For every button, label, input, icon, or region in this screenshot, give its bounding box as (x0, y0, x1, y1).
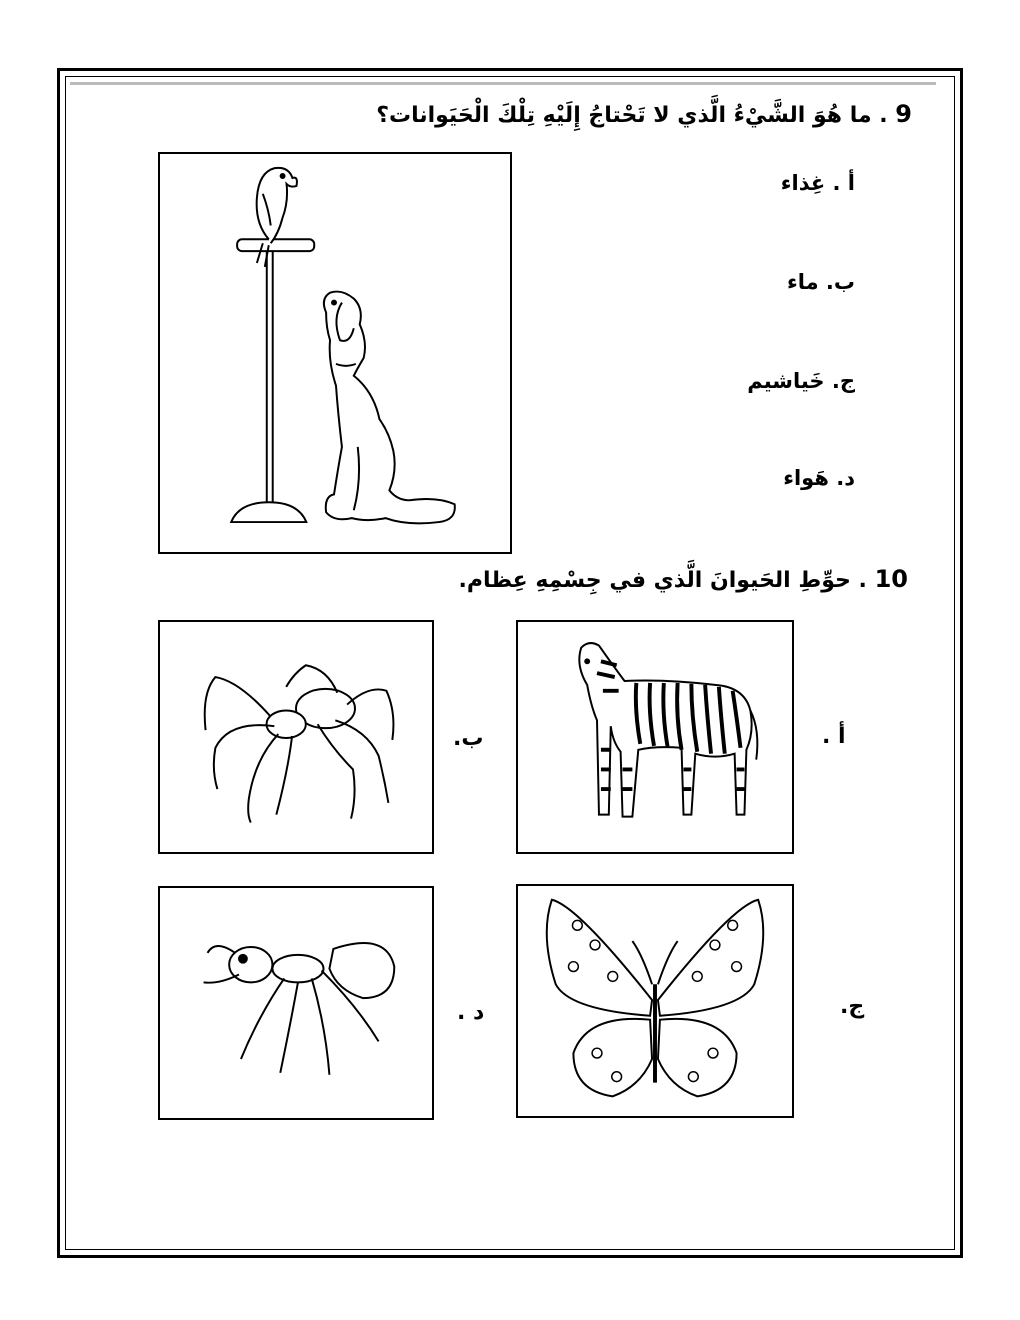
parrot-dog-drawing (160, 154, 510, 552)
zebra-drawing (518, 622, 792, 852)
q10-label-a: أ . (822, 724, 846, 749)
q9-option-b[interactable]: ب. ماء (786, 270, 855, 294)
spider-drawing (160, 622, 432, 852)
question-9: 9 . ما هُوَ الشَّيْءُ الَّذي لا تَحْتاجُ إِلَيْهِ تِلْكَ الْحَيَوانات؟ (376, 100, 912, 128)
q10-label-c: ج. (840, 994, 865, 1019)
butterfly-picture[interactable] (516, 884, 794, 1118)
ant-picture[interactable] (158, 886, 434, 1120)
q9-option-c[interactable]: ج. خَياشيم (747, 369, 855, 393)
top-divider (70, 82, 936, 85)
q10-label-d: د . (457, 1000, 485, 1025)
spider-picture[interactable] (158, 620, 434, 854)
question-10-number: 10 (874, 565, 908, 593)
question-9-number: 9 (895, 100, 912, 128)
question-10-text: حوِّطِ الحَيوانَ الَّذي في جِسْمِهِ عِظام. (458, 568, 851, 593)
question-10: 10 . حوِّطِ الحَيوانَ الَّذي في جِسْمِهِ عِظام. (458, 565, 908, 593)
question-9-text: ما هُوَ الشَّيْءُ الَّذي لا تَحْتاجُ إِلَيْهِ تِلْكَ الْحَيَوانات؟ (376, 103, 872, 128)
parrot-dog-illustration (158, 152, 512, 554)
butterfly-drawing (518, 886, 792, 1116)
q9-option-a[interactable]: أ . غِذاء (780, 171, 855, 195)
zebra-picture[interactable] (516, 620, 794, 854)
q10-label-b: ب. (453, 726, 484, 751)
ant-drawing (160, 888, 432, 1118)
q9-option-d[interactable]: د. هَواء (783, 466, 855, 490)
